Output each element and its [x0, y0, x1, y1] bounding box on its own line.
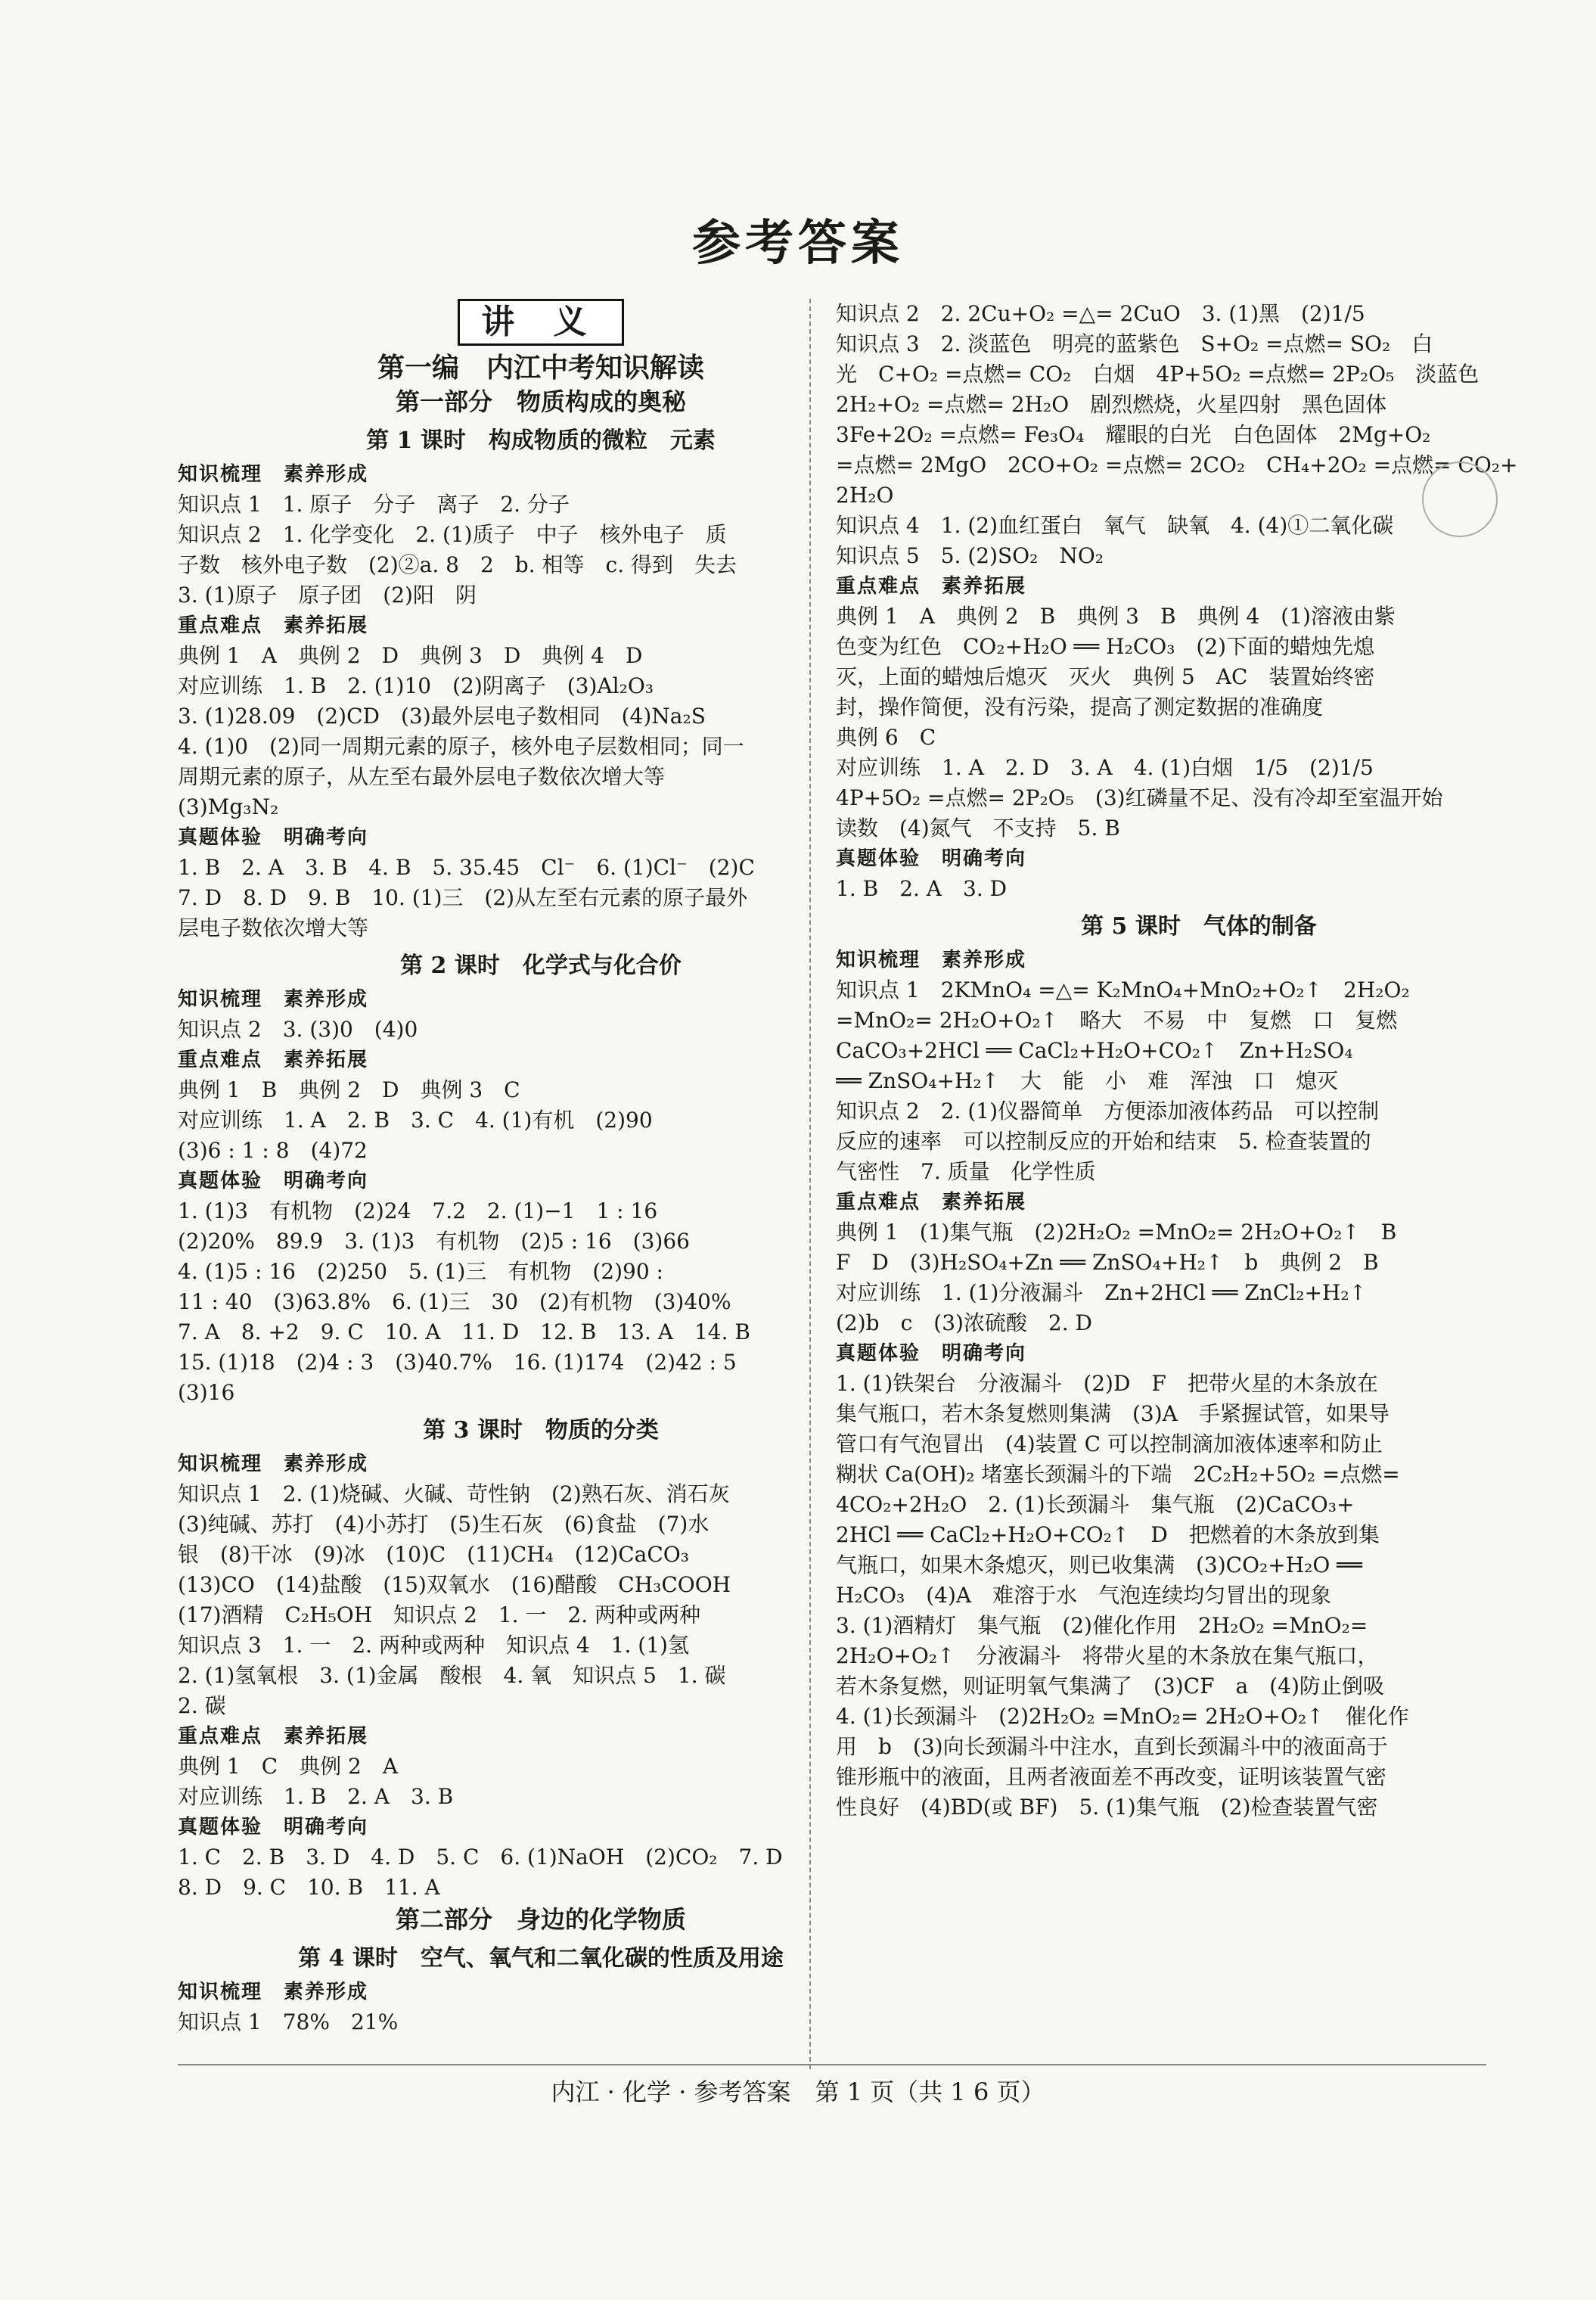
answer-line: 周期元素的原子，从左至右最外层电子数依次增大等 — [178, 764, 666, 789]
section-box-label: 讲 义 — [458, 299, 623, 346]
answer-line: 性良好 (4)BD(或 BF) 5. (1)集气瓶 (2)检查装置气密 — [836, 1795, 1378, 1820]
answer-line: 知识点 1 78% 21% — [178, 2009, 399, 2034]
section-heading: 真题体验 明确考向 — [178, 1170, 369, 1192]
answer-line: 1. B 2. A 3. D — [836, 876, 1008, 901]
answer-line: 管口有气泡冒出 (4)装置 C 可以控制滴加液体速率和防止 — [836, 1431, 1383, 1456]
answer-line: 封，操作简便，没有污染，提高了测定数据的准确度 — [836, 695, 1324, 720]
answer-line: 光 C+O₂ =点燃= CO₂ 白烟 4P+5O₂ =点燃= 2P₂O₅ 淡蓝色 — [836, 362, 1480, 387]
answer-line: 15. (1)18 (2)4 : 3 (3)40.7% 16. (1)174 (2)42 : 5 — [178, 1350, 737, 1375]
answer-line: 知识点 2 2. 2Cu+O₂ =△= 2CuO 3. (1)黑 (2)1/5 — [836, 301, 1365, 326]
left-column — [178, 299, 904, 2037]
section-heading: 知识梳理 素养形成 — [178, 1453, 369, 1475]
answer-line: 1. C 2. B 3. D 4. D 5. C 6. (1)NaOH (2)CO₂ 7. D — [178, 1845, 783, 1870]
section-heading: 重点难点 素养拓展 — [178, 1725, 369, 1748]
answer-line: 对应训练 1. A 2. D 3. A 4. (1)白烟 1/5 (2)1/5 — [836, 755, 1374, 780]
column-divider — [809, 299, 811, 2069]
answer-line: (2)20% 89.9 3. (1)3 有机物 (2)5 : 16 (3)66 — [178, 1229, 690, 1254]
answer-line: 反应的速率 可以控制反应的开始和结束 5. 检查装置的 — [836, 1129, 1371, 1154]
answer-line: 对应训练 1. A 2. B 3. C 4. (1)有机 (2)90 — [178, 1108, 653, 1133]
answer-line: 4. (1)0 (2)同一周期元素的原子，核外电子层数相同；同一 — [178, 734, 744, 759]
answer-line: 2H₂O — [836, 483, 894, 508]
answer-line: 4. (1)长颈漏斗 (2)2H₂O₂ =MnO₂= 2H₂O+O₂↑ 催化作 — [836, 1704, 1409, 1729]
answer-line: 1. (1)3 有机物 (2)24 7.2 2. (1)−1 1 : 16 — [178, 1198, 658, 1223]
answer-line: 4P+5O₂ =点燃= 2P₂O₅ (3)红磷量不足、没有冷却至室温开始 — [836, 785, 1443, 810]
answer-line: 层电子数依次增大等 — [178, 915, 369, 940]
answer-line: 1. B 2. A 3. B 4. B 5. 35.45 Cl⁻ 6. (1)Cl⁻ (2)C — [178, 855, 755, 880]
answer-line: 知识点 1 2KMnO₄ =△= K₂MnO₄+MnO₂+O₂↑ 2H₂O₂ — [836, 978, 1410, 1002]
answer-line: 2H₂+O₂ =点燃= 2H₂O 剧烈燃烧，火星四射 黑色固体 — [836, 392, 1387, 417]
answer-line: 典例 1 C 典例 2 A — [178, 1754, 399, 1779]
answer-line: 4. (1)5 : 16 (2)250 5. (1)三 有机物 (2)90 : — [178, 1259, 663, 1284]
answer-line: F D (3)H₂SO₄+Zn ══ ZnSO₄+H₂↑ b 典例 2 B — [836, 1250, 1379, 1275]
answer-line: (3)Mg₃N₂ — [178, 794, 279, 819]
page-title: 参考答案 — [692, 215, 904, 272]
lesson-heading: 第 4 课时 空气、氧气和二氧化碳的性质及用途 — [298, 1945, 784, 1972]
answer-line: 知识点 2 1. 化学变化 2. (1)质子 中子 核外电子 质 — [178, 522, 727, 547]
section-heading: 真题体验 明确考向 — [178, 826, 369, 849]
answer-line: 用 b (3)向长颈漏斗中注水，直到长颈漏斗中的液面高于 — [836, 1734, 1388, 1759]
stamp-seal — [1422, 462, 1498, 537]
answer-line: 知识点 4 1. (2)血红蛋白 氧气 缺氧 4. (4)①二氧化碳 — [836, 513, 1394, 538]
answer-line: 8. D 9. C 10. B 11. A — [178, 1875, 440, 1900]
lesson-heading: 第 5 课时 气体的制备 — [1081, 913, 1317, 940]
answer-line: (3)纯碱、苏打 (4)小苏打 (5)生石灰 (6)食盐 (7)水 — [178, 1512, 710, 1537]
answer-line: 读数 (4)氮气 不支持 5. B — [836, 816, 1120, 841]
answer-line: 气瓶口，如果木条熄灭，则已收集满 (3)CO₂+H₂O ══ — [836, 1552, 1362, 1577]
answer-line: 7. D 8. D 9. B 10. (1)三 (2)从左至右元素的原子最外 — [178, 885, 748, 910]
footer-rule — [178, 2064, 1486, 2065]
answer-line: (3)6 : 1 : 8 (4)72 — [178, 1138, 368, 1163]
answer-line: 2. 碳 — [178, 1693, 226, 1718]
answer-line: 7. A 8. +2 9. C 10. A 11. D 12. B 13. A 14. B — [178, 1319, 750, 1344]
section-heading: 真题体验 明确考向 — [836, 1342, 1027, 1365]
left-column-body — [178, 423, 904, 2037]
answer-line: (13)CO (14)盐酸 (15)双氧水 (16)醋酸 CH₃COOH — [178, 1572, 731, 1597]
answer-line: 银 (8)干冰 (9)冰 (10)C (11)CH₄ (12)CaCO₃ — [178, 1542, 689, 1567]
answer-line: 锥形瓶中的液面，且两者液面差不再改变，证明该装置气密 — [836, 1764, 1387, 1789]
answer-line: 典例 1 A 典例 2 D 典例 3 D 典例 4 D — [178, 643, 643, 668]
answer-line: 对应训练 1. (1)分液漏斗 Zn+2HCl ══ ZnCl₂+H₂↑ — [836, 1280, 1368, 1305]
subpart-title: 第一部分 物质构成的奥秘 — [395, 387, 686, 416]
answer-line: 11 : 40 (3)63.8% 6. (1)三 30 (2)有机物 (3)40% — [178, 1289, 731, 1314]
answer-line: 知识点 2 2. (1)仪器简单 方便添加液体药品 可以控制 — [836, 1099, 1379, 1124]
part-title: 第一编 内江中考知识解读 — [377, 352, 704, 384]
answer-line: 知识点 2 3. (3)0 (4)0 — [178, 1017, 418, 1042]
section-heading: 重点难点 素养拓展 — [178, 1049, 369, 1071]
section-heading: 真题体验 明确考向 — [836, 847, 1027, 870]
answer-line: (3)16 — [178, 1380, 235, 1405]
answer-line: 子数 核外电子数 (2)②a. 8 2 b. 相等 c. 得到 失去 — [178, 552, 737, 577]
answer-line: 1. (1)铁架台 分液漏斗 (2)D F 把带火星的木条放在 — [836, 1371, 1378, 1396]
answer-line: 糊状 Ca(OH)₂ 堵塞长颈漏斗的下端 2C₂H₂+5O₂ =点燃= — [836, 1462, 1400, 1487]
answer-line: (17)酒精 C₂H₅OH 知识点 2 1. 一 2. 两种或两种 — [178, 1602, 701, 1627]
answer-line: 知识点 3 1. 一 2. 两种或两种 知识点 4 1. (1)氢 — [178, 1633, 689, 1658]
answer-line: 对应训练 1. B 2. A 3. B — [178, 1784, 454, 1809]
section-heading: 重点难点 素养拓展 — [836, 1191, 1027, 1214]
lesson-heading: 第 2 课时 化学式与化合价 — [400, 953, 682, 979]
answer-line: 3Fe+2O₂ =点燃= Fe₃O₄ 耀眼的白光 白色固体 2Mg+O₂ — [836, 422, 1431, 447]
answer-line: 知识点 1 1. 原子 分子 离子 2. 分子 — [178, 492, 570, 517]
answer-line: 3. (1)28.09 (2)CD (3)最外层电子数相同 (4)Na₂S — [178, 704, 706, 729]
lesson-heading: 第 1 课时 构成物质的微粒 元素 — [366, 427, 716, 454]
page-footer: 内江 · 化学 · 参考答案 第 1 页（共 1 6 页） — [551, 2078, 1045, 2106]
answer-line: 知识点 5 5. (2)SO₂ NO₂ — [836, 543, 1104, 568]
answer-line: =MnO₂= 2H₂O+O₂↑ 略大 不易 中 复燃 口 复燃 — [836, 1008, 1398, 1033]
answer-line: H₂CO₃ (4)A 难溶于水 气泡连续均匀冒出的现象 — [836, 1583, 1332, 1608]
answer-line: 对应训练 1. B 2. (1)10 (2)阴离子 (3)Al₂O₃ — [178, 673, 654, 698]
answer-line: 典例 1 A 典例 2 B 典例 3 B 典例 4 (1)溶液由紫 — [836, 604, 1396, 629]
answer-line: 若木条复燃，则证明氧气集满了 (3)CF a (4)防止倒吸 — [836, 1674, 1384, 1699]
answer-line: 色变为红色 CO₂+H₂O ══ H₂CO₃ (2)下面的蜡烛先熄 — [836, 634, 1375, 659]
section-heading: 重点难点 素养拓展 — [178, 614, 369, 637]
answer-line: 4CO₂+2H₂O 2. (1)长颈漏斗 集气瓶 (2)CaCO₃+ — [836, 1492, 1355, 1517]
section-heading: 知识梳理 素养形成 — [178, 1981, 369, 2003]
part-heading: 第二部分 身边的化学物质 — [395, 1905, 686, 1934]
answer-line: ══ ZnSO₄+H₂↑ 大 能 小 难 浑浊 口 熄灭 — [836, 1068, 1339, 1093]
section-heading: 重点难点 素养拓展 — [836, 575, 1027, 598]
answer-line: 2HCl ══ CaCl₂+H₂O+CO₂↑ D 把燃着的木条放到集 — [836, 1522, 1380, 1547]
answer-line: 知识点 1 2. (1)烧碱、火碱、苛性钠 (2)熟石灰、消石灰 — [178, 1481, 730, 1506]
answer-line: 2H₂O+O₂↑ 分液漏斗 将带火星的木条放在集气瓶口， — [836, 1643, 1379, 1668]
answer-line: 知识点 3 2. 淡蓝色 明亮的蓝紫色 S+O₂ =点燃= SO₂ 白 — [836, 331, 1433, 356]
section-box — [178, 299, 904, 346]
section-heading: 真题体验 明确考向 — [178, 1816, 369, 1838]
answer-line: 气密性 7. 质量 化学性质 — [836, 1159, 1096, 1184]
answer-line: 集气瓶口，若木条复燃则集满 (3)A 手紧握试管，如果导 — [836, 1401, 1390, 1426]
answer-line: 2. (1)氢氧根 3. (1)金属 酸根 4. 氧 知识点 5 1. 碳 — [178, 1663, 726, 1688]
answer-line: (2)b c (3)浓硫酸 2. D — [836, 1310, 1092, 1335]
section-heading: 知识梳理 素养形成 — [178, 988, 369, 1011]
answer-line: 典例 6 C — [836, 725, 936, 750]
answer-line: =点燃= 2MgO 2CO+O₂ =点燃= 2CO₂ CH₄+2O₂ =点燃= CO₂+ — [836, 452, 1518, 477]
section-heading: 知识梳理 素养形成 — [178, 463, 369, 486]
answer-line: 3. (1)酒精灯 集气瓶 (2)催化作用 2H₂O₂ =MnO₂= — [836, 1613, 1368, 1638]
answer-line: 3. (1)原子 原子团 (2)阳 阴 — [178, 583, 477, 608]
answer-line: 典例 1 (1)集气瓶 (2)2H₂O₂ =MnO₂= 2H₂O+O₂↑ B — [836, 1220, 1397, 1245]
lesson-heading: 第 3 课时 物质的分类 — [423, 1417, 659, 1444]
answer-line: 灭，上面的蜡烛后熄灭 灭火 典例 5 AC 装置始终密 — [836, 664, 1375, 689]
section-heading: 知识梳理 素养形成 — [836, 949, 1027, 971]
answer-line: CaCO₃+2HCl ══ CaCl₂+H₂O+CO₂↑ Zn+H₂SO₄ — [836, 1038, 1353, 1063]
answer-line: 典例 1 B 典例 2 D 典例 3 C — [178, 1077, 520, 1102]
